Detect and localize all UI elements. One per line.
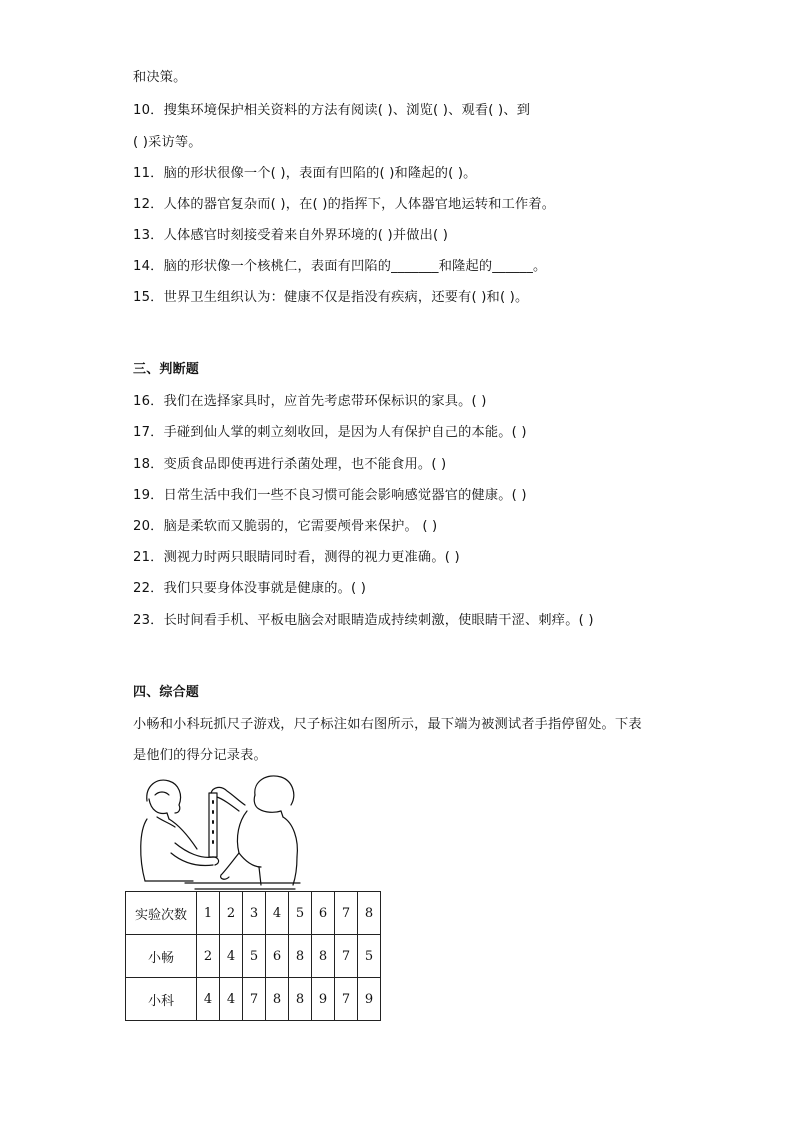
question-20: 20．脑是柔软而又脆弱的，它需要颅骨来保护。 ( ): [133, 519, 438, 534]
table-col-3: 3: [243, 892, 266, 935]
score-table: [125, 891, 381, 1021]
question-10-cont: ( )采访等。: [133, 135, 202, 150]
table-cell: 6: [266, 935, 289, 978]
table-cell: 8: [289, 978, 312, 1021]
table-cell: 7: [335, 935, 358, 978]
question-18: 18．变质食品即使再进行杀菌处理，也不能食用。( ): [133, 457, 447, 472]
table-cell: 7: [243, 978, 266, 1021]
question-12: 12．人体的器官复杂而( )，在( )的指挥下，人体器官地运转和工作着。: [133, 197, 556, 212]
question-14: 14．脑的形状像一个核桃仁，表面有凹陷的_______和隆起的______。: [133, 259, 547, 274]
table-col-8: 8: [358, 892, 381, 935]
question-22: 22．我们只要身体没事就是健康的。( ): [133, 581, 367, 596]
table-cell: 5: [243, 935, 266, 978]
table-cell: 5: [358, 935, 381, 978]
table-col-2: 2: [220, 892, 243, 935]
table-col-4: 4: [266, 892, 289, 935]
table-col-7: 7: [335, 892, 358, 935]
table-row-label: 小科: [126, 978, 197, 1021]
table-cell: 7: [335, 978, 358, 1021]
table-col-1: 1: [197, 892, 220, 935]
table-header-row: [126, 892, 381, 935]
question-21: 21．测视力时两只眼睛同时看，测得的视力更准确。( ): [133, 550, 460, 565]
section-4-intro-line-1: 小畅和小科玩抓尺子游戏，尺子标注如右图所示，最下端为被测试者手指停留处。下表: [133, 717, 642, 732]
question-16: 16．我们在选择家具时，应首先考虑带环保标识的家具。( ): [133, 394, 487, 409]
question-9-tail: 和决策。: [133, 70, 187, 85]
table-cell: 2: [197, 935, 220, 978]
question-13: 13．人体感官时刻接受着来自外界环境的( )并做出( ): [133, 228, 449, 243]
section-4-title: 四、综合题: [133, 685, 200, 700]
table-header-label: 实验次数: [126, 892, 197, 935]
table-cell: 4: [197, 978, 220, 1021]
question-23: 23．长时间看手机、平板电脑会对眼睛造成持续刺激，使眼睛干涩、刺痒。( ): [133, 613, 594, 628]
table-col-5: 5: [289, 892, 312, 935]
question-15: 15．世界卫生组织认为：健康不仅是指没有疾病，还要有( )和( )。: [133, 290, 529, 305]
section-4-intro-line-2: 是他们的得分记录表。: [133, 748, 267, 763]
table-cell: 4: [220, 935, 243, 978]
table-cell: 4: [220, 978, 243, 1021]
question-19: 19．日常生活中我们一些不良习惯可能会影响感觉器官的健康。( ): [133, 488, 527, 503]
table-col-6: 6: [312, 892, 335, 935]
table-cell: 8: [312, 935, 335, 978]
table-row: [126, 935, 381, 978]
ruler-game-illustration: [135, 771, 305, 891]
question-10: 10．搜集环境保护相关资料的方法有阅读( )、浏览( )、观看( )、到: [133, 103, 531, 118]
table-row-label: 小畅: [126, 935, 197, 978]
table-cell: 9: [358, 978, 381, 1021]
table-cell: 9: [312, 978, 335, 1021]
question-11: 11．脑的形状很像一个( )，表面有凹陷的( )和隆起的( )。: [133, 166, 477, 181]
question-17: 17．手碰到仙人掌的刺立刻收回，是因为人有保护自己的本能。( ): [133, 425, 527, 440]
table-row: [126, 978, 381, 1021]
table-cell: 8: [289, 935, 312, 978]
table-cell: 8: [266, 978, 289, 1021]
section-3-title: 三、判断题: [133, 362, 200, 377]
